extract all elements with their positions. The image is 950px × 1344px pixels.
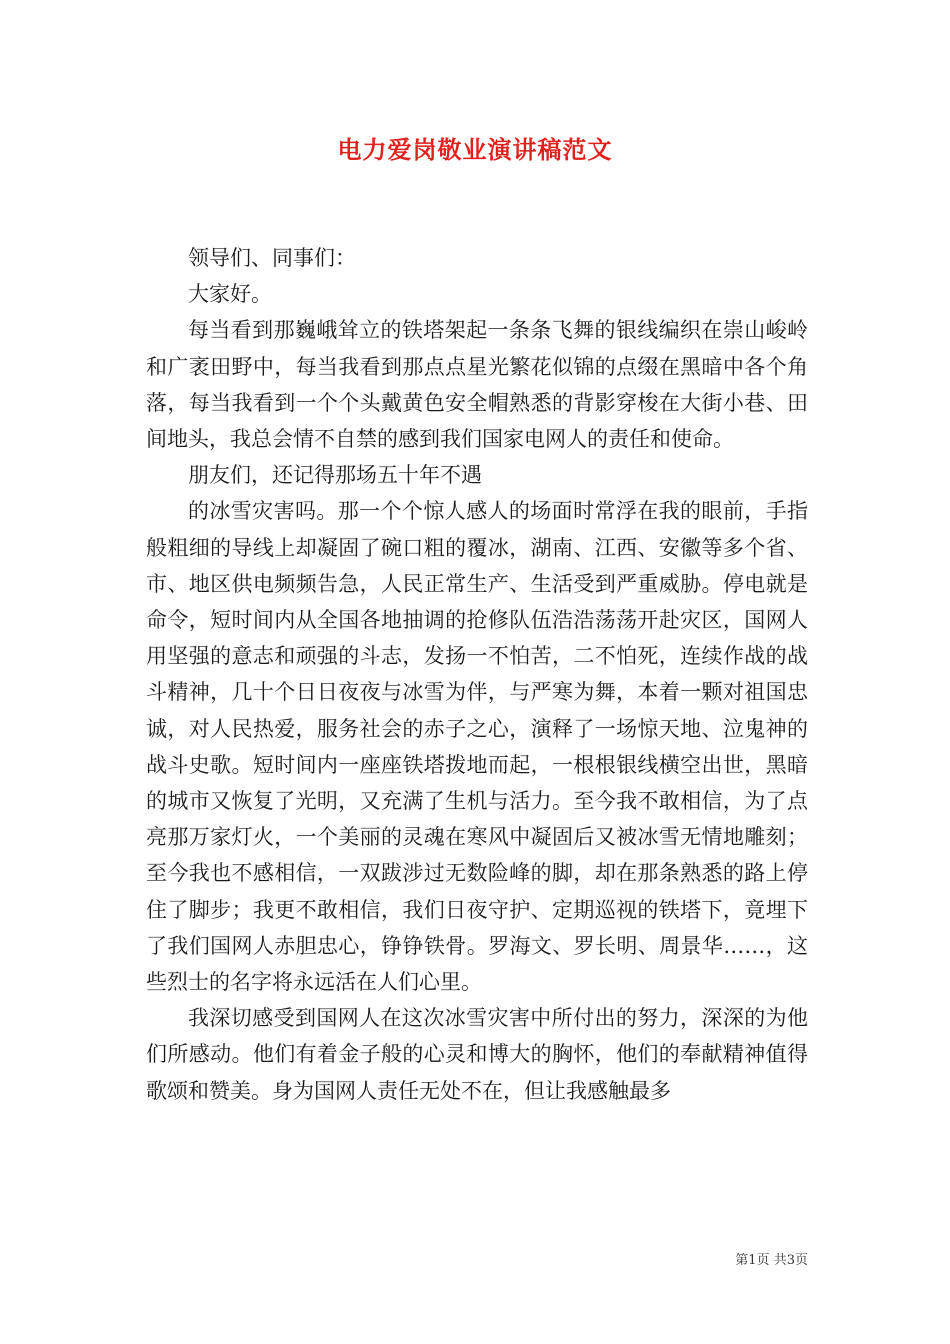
paragraph-greeting: 大家好。 [188,282,272,307]
page-label-suffix: 页 [794,1253,808,1268]
page-number-footer [735,1252,808,1270]
total-pages-number: 3 [786,1253,795,1268]
paragraph-1: 每当看到那巍峨耸立的铁塔架起一条条飞舞的银线编织在崇山峻岭和广袤田野中，每当我看到那点点星光繁花似锦的点缀在黑暗中各个角落，每当我看到一个个头戴黄色安全帽熟悉的背影穿梭在大街小巷、田间地头，我总会情不自禁的感到我们国家电网人的责任和使命。 [146,318,808,452]
current-page-number: 1 [748,1253,757,1268]
paragraph-3: 的冰雪灾害吗。那一个个惊人感人的场面时常浮在我的眼前，手指般粗细的导线上却凝固了碗口粗的覆冰，湖南、江西、安徽等多个省、市、地区供电频频告急，人民正常生产、生活受到严重威胁。停电就是命令，短时间内从全国各地抽调的抢修队伍浩浩荡荡开赴灾区，国网人用坚强的意志和顽强的斗志，发扬一不怕苦，二不怕死，连续作战的战斗精神，几十个日日夜夜与冰雪为伴，与严寒为舞，本着一颗对祖国忠诚，对人民热爱，服务社会的赤子之心，演释了一场惊天地、泣鬼神的战斗史歌。短时间内一座座铁塔拨地而起，一根根银线横空出世，黑暗的城市又恢复了光明，又充满了生机与活力。至今我不敢相信，为了点亮那万家灯火，一个美丽的灵魂在寒风中凝固后又被冰雪无情地雕刻；至今我也不感相信，一双跋涉过无数险峰的脚，却在那条熟悉的路上停住了脚步；我更不敢相信，我们日夜守护、定期巡视的铁塔下，竟埋下了我们国网人赤胆忠心，铮铮铁骨。罗海文、罗长明、周景华……，这些烈士的名字将永远活在人们心里。 [146,499,808,995]
paragraph-2: 朋友们，还记得那场五十年不遇 [188,463,482,488]
page-label-prefix: 第 [735,1253,749,1268]
document-body [146,240,808,1109]
document-title: 电力爱岗敬业演讲稿范文 [337,135,613,164]
page-label-middle: 页 共 [756,1253,787,1268]
paragraph-salutation: 领导们、同事们： [188,246,356,270]
paragraph-4: 我深切感受到国网人在这次冰雪灾害中所付出的努力，深深的为他们所感动。他们有着金子般的心灵和博大的胸怀，他们的奉献精神值得歌颂和赞美。身为国网人责任无处不在，但让我感触最多 [146,1006,808,1103]
